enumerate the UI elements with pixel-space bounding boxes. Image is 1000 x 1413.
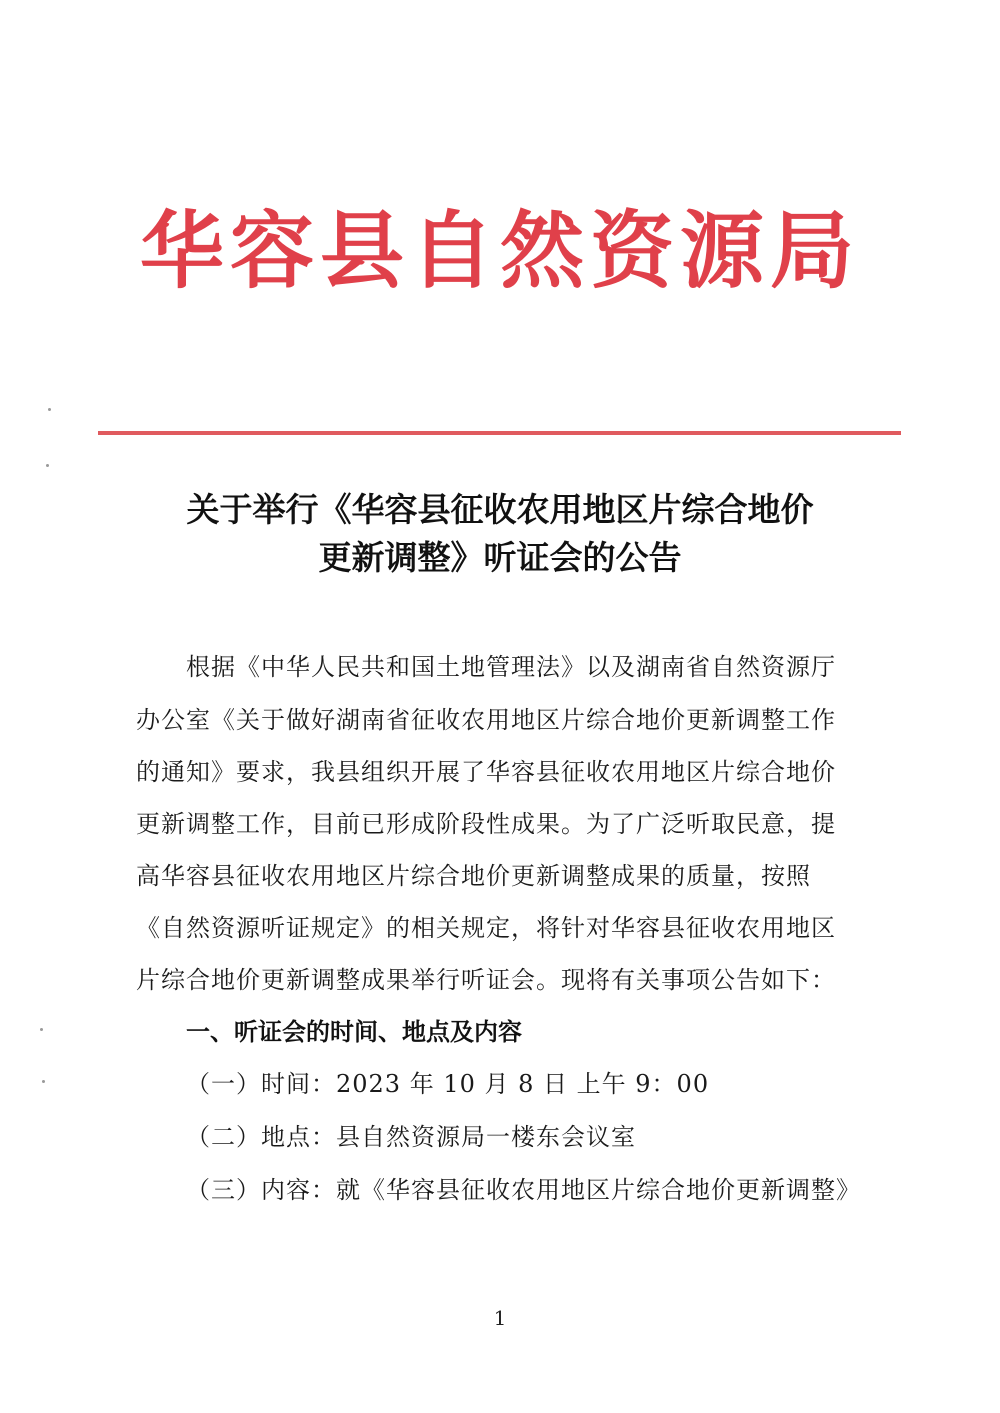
- paragraph-line: 更新调整工作，目前已形成阶段性成果。为了广泛听取民意，提: [136, 810, 836, 838]
- scan-speck: [42, 1080, 45, 1083]
- list-item-time: （一）时间：2023 年 10 月 8 日 上午 9：00: [186, 1070, 710, 1098]
- list-item-location: （二）地点：县自然资源局一楼东会议室: [186, 1123, 636, 1151]
- letterhead-org-name: 华容县自然资源局: [139, 202, 860, 300]
- paragraph-line: 的通知》要求，我县组织开展了华容县征收农用地区片综合地价: [136, 758, 836, 786]
- letterhead-red-rule: [98, 431, 901, 435]
- scan-speck: [40, 1028, 43, 1031]
- section-heading: 一、听证会的时间、地点及内容: [186, 1018, 522, 1046]
- paragraph-line: 办公室《关于做好湖南省征收农用地区片综合地价更新调整工作: [136, 706, 836, 734]
- scan-speck: [48, 408, 51, 411]
- page-number: 1: [493, 1306, 507, 1330]
- paragraph-line: 片综合地价更新调整成果举行听证会。现将有关事项公告如下：: [136, 966, 836, 994]
- paragraph-line: 高华容县征收农用地区片综合地价更新调整成果的质量，按照: [136, 862, 811, 890]
- paragraph-line: 《自然资源听证规定》的相关规定，将针对华容县征收农用地区: [136, 914, 836, 942]
- paragraph-line: 根据《中华人民共和国土地管理法》以及湖南省自然资源厅: [186, 653, 836, 681]
- scan-speck: [46, 464, 49, 467]
- notice-title-line-2: 更新调整》听证会的公告: [318, 538, 682, 577]
- list-item-content: （三）内容：就《华容县征收农用地区片综合地价更新调整》: [186, 1176, 861, 1204]
- notice-title-line-1: 关于举行《华容县征收农用地区片综合地价: [186, 490, 814, 529]
